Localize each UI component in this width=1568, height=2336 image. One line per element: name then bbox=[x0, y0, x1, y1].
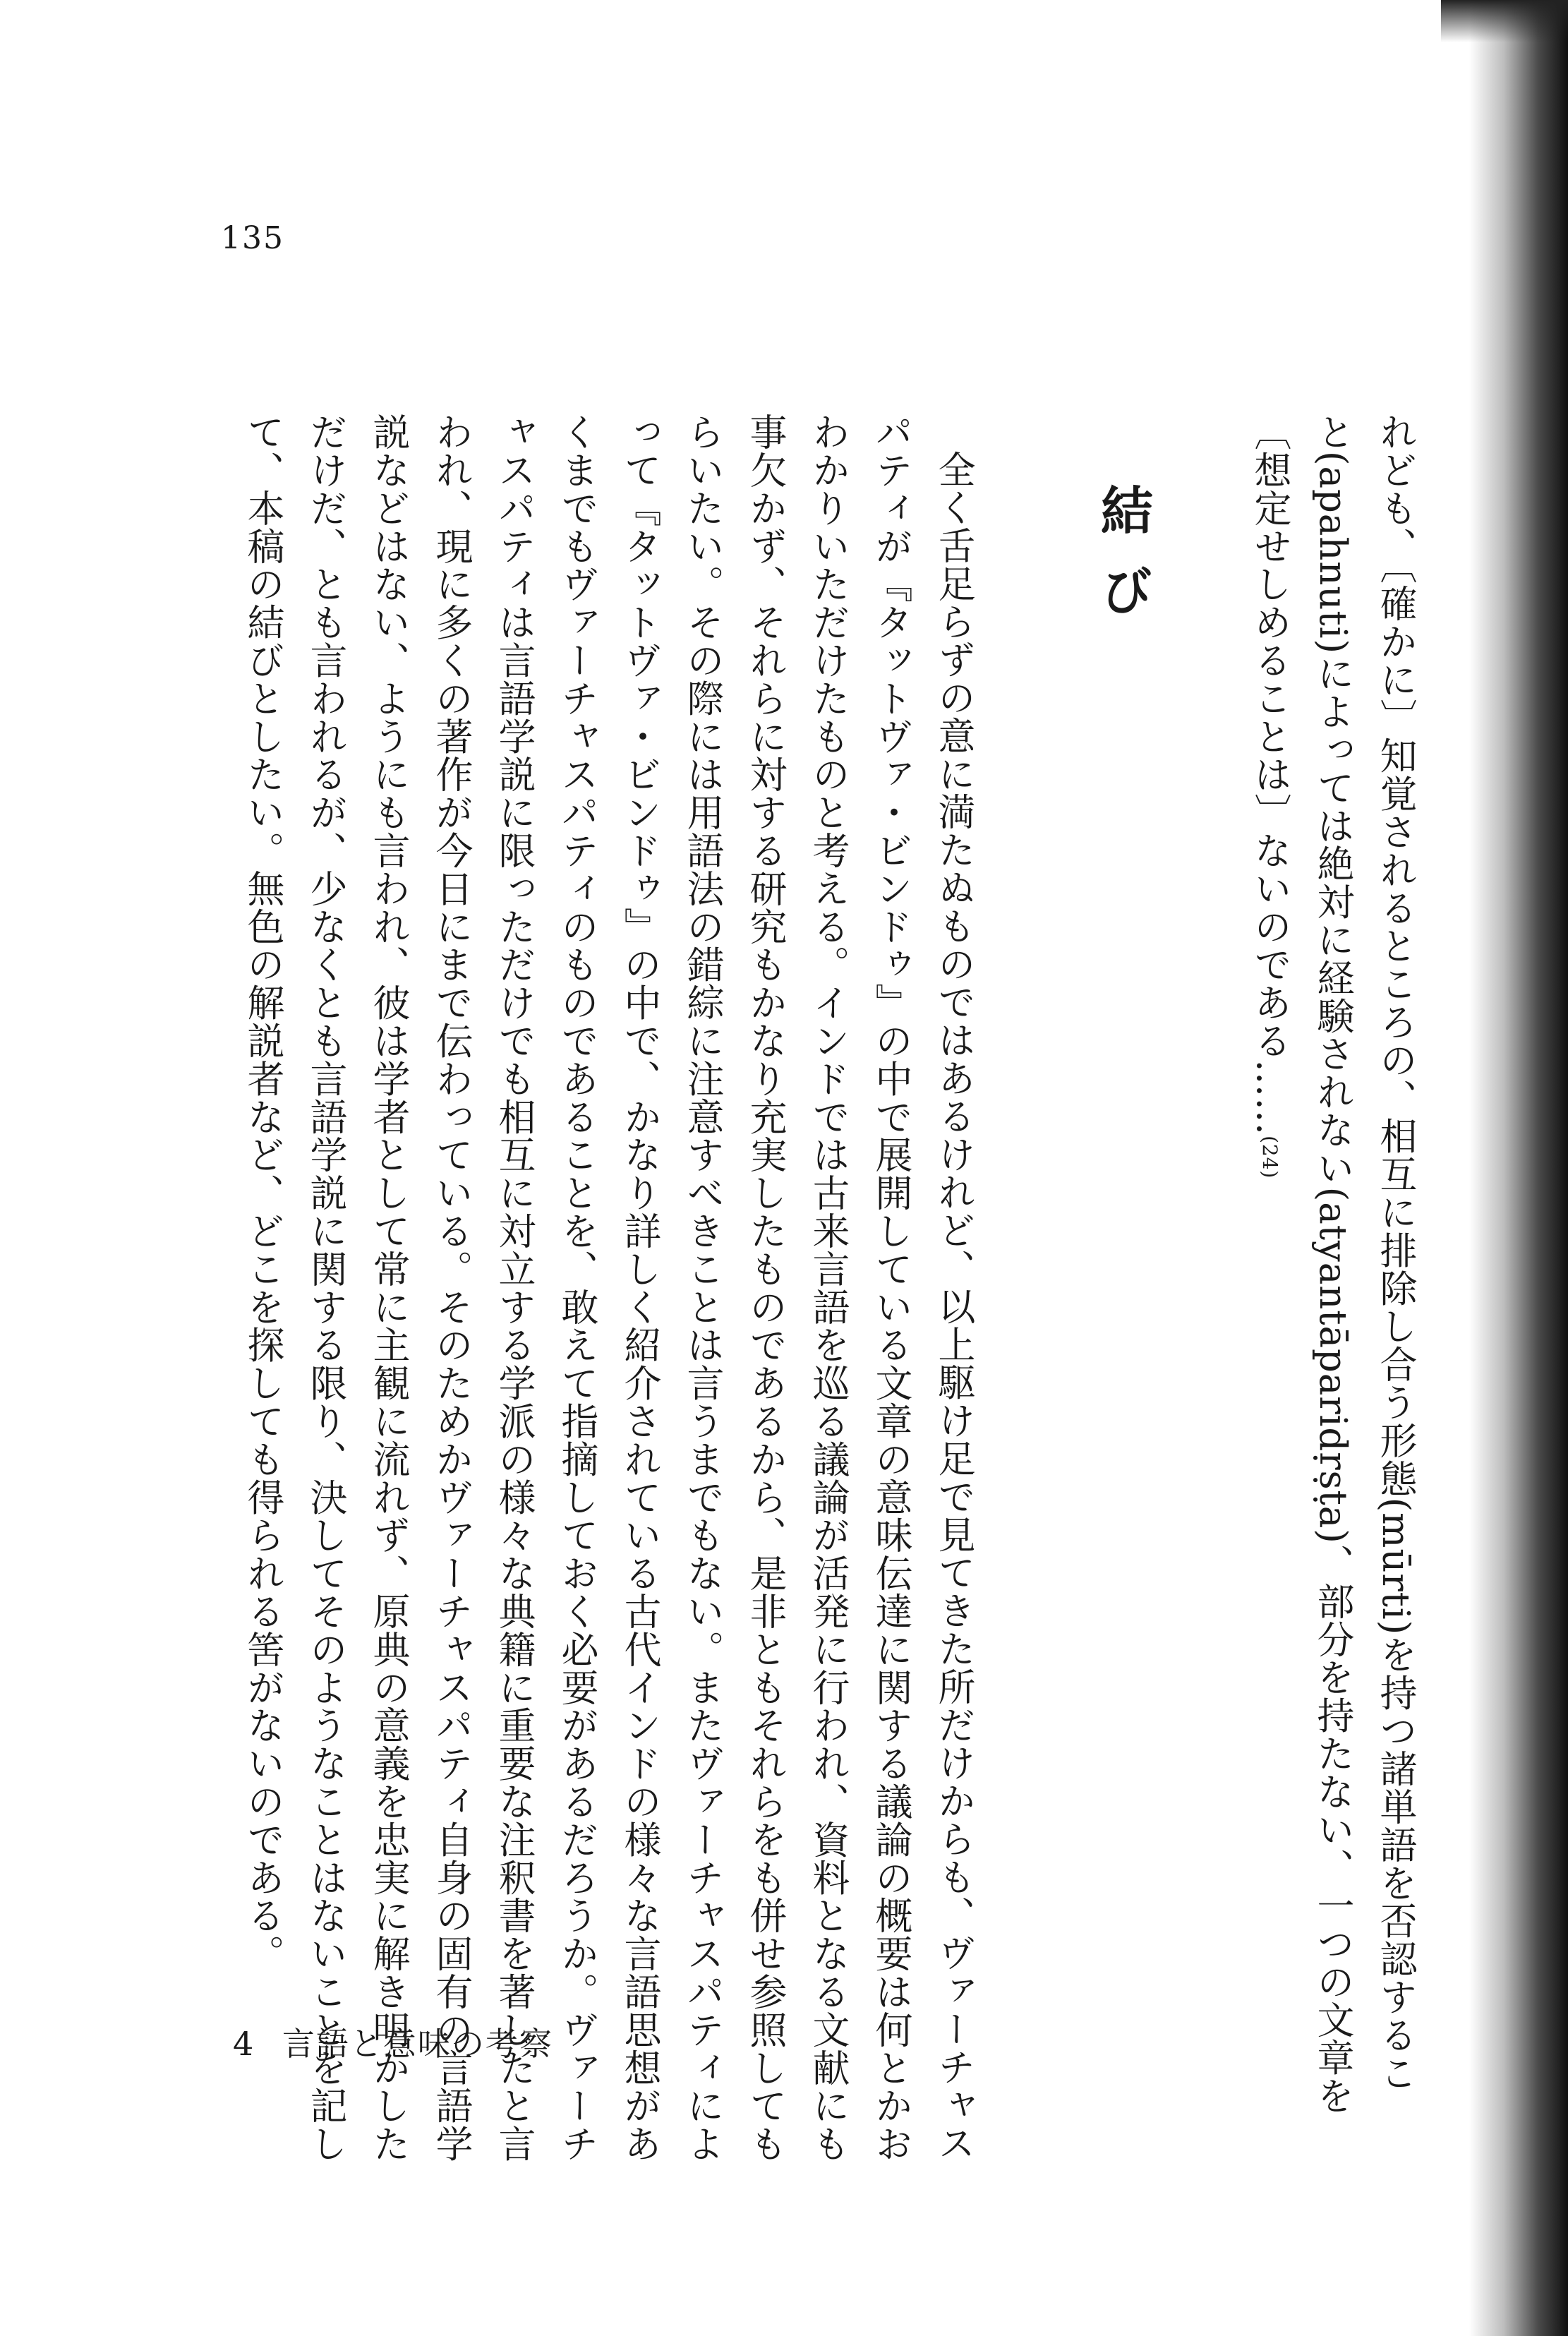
paragraph-line: らいたい。その際には用語法の錯綜に注意すべきことは言うまでもない。またヴァーチャスパティによ bbox=[681, 413, 724, 2163]
paragraph-line: って『タットヴァ・ビンドゥ』の中で、かなり詳しく紹介されている古代インドの様々な言語思想があ bbox=[618, 413, 661, 2163]
chapter-number: 4 bbox=[233, 2025, 255, 2063]
paragraph-line: くまでもヴァーチャスパティのものであることを、敢えて指摘しておく必要があるだろうか。ヴァーチ bbox=[555, 413, 598, 2163]
paragraph-line: だけだ、とも言われるが、少なくとも言語学説に関する限り、決してそのようなことはないことを記し bbox=[304, 413, 347, 2163]
page-number: 135 bbox=[221, 220, 284, 256]
paragraph-line: 事欠かず、それらに対する研究もかなり充実したものであるから、是非ともそれらをも併せ参照しても bbox=[744, 413, 787, 2163]
quote-line: と(apahnuti)によっては絶対に経験されない(atyantāparidṛṣṭa)、部分を持たない、一つの文章を bbox=[1311, 413, 1354, 2115]
section-heading: 結び bbox=[1092, 483, 1153, 644]
running-footer bbox=[233, 2018, 553, 2065]
chapter-title: 言語と意味の考察 bbox=[282, 2025, 553, 2063]
paragraph-line: ャスパティは言語学説に限っただけでも相互に対立する学派の様々な典籍に重要な注釈書を著したと言 bbox=[493, 413, 536, 2163]
paragraph-line: わかりいただけたものと考える。インドでは古来言語を巡る議論が活発に行われ、資料となる文献にも bbox=[807, 413, 850, 2163]
book-spine-shadow bbox=[1469, 0, 1568, 2336]
paragraph-line: われ、現に多くの著作が今日にまで伝わっている。そのためかヴァーチャスパティ自身の固有の言語学 bbox=[430, 413, 473, 2163]
paragraph-line: て、本稿の結びとしたい。無色の解説者など、どこを探しても得られる筈がないのである。 bbox=[241, 413, 284, 1973]
quote-line-text: 〔想定せしめることは〕ないのである…… bbox=[1248, 413, 1291, 1136]
paragraph-line: パティが『タットヴァ・ビンドゥ』の中で展開している文章の意味伝達に関する議論の概要は何とかお bbox=[869, 413, 912, 2163]
paragraph-line: 全く舌足らずの意に満たぬものではあるけれど、以上駆け足で見てきた所だけからも、ヴァーチャス bbox=[932, 450, 975, 2162]
paragraph-line: 説などはない、ようにも言われ、彼は学者として常に主観に流れず、原典の意義を忠実に解き明かした bbox=[367, 413, 410, 2163]
book-top-shadow bbox=[1441, 0, 1568, 42]
quote-line bbox=[1238, 413, 1301, 1824]
quote-line: れども、〔確かに〕知覚されるところの、相互に排除し合う形態(mūrti)を持つ諸単語を否認するこ bbox=[1374, 413, 1417, 2093]
footnote-marker: (24) bbox=[1258, 1136, 1281, 1179]
